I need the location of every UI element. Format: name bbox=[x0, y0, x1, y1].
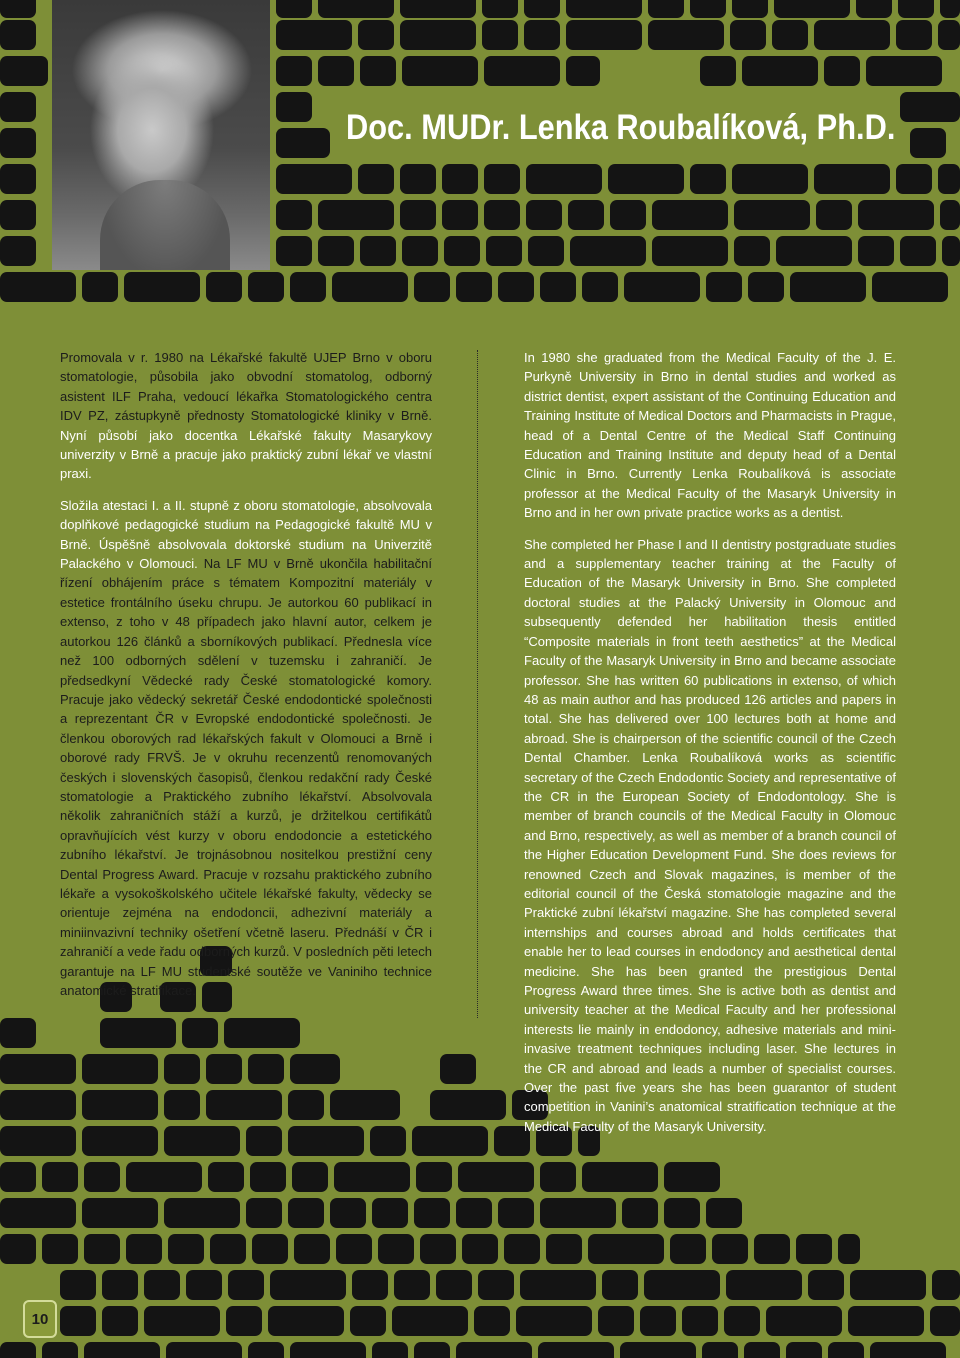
pattern-tile bbox=[652, 200, 728, 230]
pattern-tile bbox=[400, 20, 476, 50]
pattern-tile bbox=[0, 20, 36, 50]
pattern-tile bbox=[664, 1198, 700, 1228]
pattern-tile bbox=[478, 1270, 514, 1300]
pattern-tile bbox=[394, 1270, 430, 1300]
pattern-tile bbox=[84, 1342, 160, 1358]
pattern-tile bbox=[84, 1234, 120, 1264]
pattern-tile bbox=[276, 20, 352, 50]
pattern-tile bbox=[334, 1162, 410, 1192]
pattern-tile bbox=[526, 200, 562, 230]
pattern-tile bbox=[0, 1018, 36, 1048]
pattern-tile bbox=[0, 0, 36, 18]
pattern-tile bbox=[566, 20, 642, 50]
pattern-tile bbox=[566, 0, 642, 18]
pattern-tile bbox=[940, 200, 960, 230]
pattern-tile bbox=[828, 1342, 864, 1358]
pattern-tile bbox=[124, 272, 200, 302]
pattern-tile bbox=[858, 236, 894, 266]
pattern-tile bbox=[898, 0, 934, 18]
pattern-tile bbox=[82, 1126, 158, 1156]
czech-paragraph-2 bbox=[60, 496, 432, 1001]
pattern-tile bbox=[442, 200, 478, 230]
pattern-tile bbox=[276, 128, 330, 158]
pattern-tile bbox=[290, 1054, 340, 1084]
pattern-tile bbox=[652, 236, 728, 266]
pattern-tile bbox=[588, 1234, 664, 1264]
pattern-tile bbox=[0, 1126, 76, 1156]
pattern-tile bbox=[360, 236, 396, 266]
pattern-tile bbox=[622, 1198, 658, 1228]
pattern-tile bbox=[526, 164, 602, 194]
pattern-tile bbox=[318, 236, 354, 266]
pattern-tile bbox=[210, 1234, 246, 1264]
pattern-tile bbox=[748, 272, 784, 302]
pattern-tile bbox=[144, 1270, 180, 1300]
pattern-tile bbox=[42, 1162, 78, 1192]
pattern-tile bbox=[538, 1342, 614, 1358]
pattern-tile bbox=[42, 1234, 78, 1264]
pattern-tile bbox=[332, 272, 408, 302]
pattern-tile bbox=[504, 1234, 540, 1264]
pattern-tile bbox=[0, 1234, 36, 1264]
pattern-tile bbox=[786, 1342, 822, 1358]
pattern-tile bbox=[730, 20, 766, 50]
column-divider bbox=[477, 350, 478, 1018]
pattern-tile bbox=[82, 1054, 158, 1084]
pattern-tile bbox=[516, 1306, 592, 1336]
pattern-tile bbox=[932, 1270, 960, 1300]
pattern-tile bbox=[732, 0, 768, 18]
pattern-tile bbox=[528, 236, 564, 266]
pattern-tile bbox=[624, 272, 700, 302]
pattern-tile bbox=[330, 1090, 400, 1120]
pattern-tile bbox=[82, 272, 118, 302]
pattern-tile bbox=[290, 1342, 366, 1358]
pattern-tile bbox=[164, 1126, 240, 1156]
pattern-tile bbox=[436, 1270, 472, 1300]
pattern-tile bbox=[734, 200, 810, 230]
pattern-tile bbox=[0, 1090, 76, 1120]
pattern-tile bbox=[734, 236, 770, 266]
pattern-tile bbox=[166, 1342, 242, 1358]
czech-paragraph-1 bbox=[60, 348, 432, 484]
pattern-tile bbox=[0, 92, 36, 122]
pattern-tile bbox=[226, 1306, 262, 1336]
pattern-tile bbox=[664, 1162, 720, 1192]
pattern-tile bbox=[82, 1198, 158, 1228]
pattern-tile bbox=[732, 164, 808, 194]
pattern-tile bbox=[582, 272, 618, 302]
pattern-tile bbox=[442, 164, 478, 194]
pattern-tile bbox=[82, 1090, 158, 1120]
pattern-tile bbox=[790, 272, 866, 302]
pattern-tile bbox=[930, 1306, 960, 1336]
pattern-tile bbox=[318, 56, 354, 86]
pattern-tile bbox=[0, 272, 76, 302]
pattern-tile bbox=[290, 272, 326, 302]
pattern-tile bbox=[570, 236, 646, 266]
pattern-tile bbox=[0, 1162, 36, 1192]
pattern-tile bbox=[706, 1198, 742, 1228]
pattern-tile bbox=[370, 1126, 406, 1156]
pattern-tile bbox=[640, 1306, 676, 1336]
pattern-tile bbox=[498, 1198, 534, 1228]
pattern-tile bbox=[602, 1270, 638, 1300]
pattern-tile bbox=[288, 1126, 364, 1156]
pattern-tile bbox=[0, 56, 48, 86]
pattern-tile bbox=[524, 20, 560, 50]
pattern-tile bbox=[246, 1126, 282, 1156]
pattern-tile bbox=[910, 128, 946, 158]
pattern-tile bbox=[392, 1306, 468, 1336]
czech-biography bbox=[60, 348, 432, 1012]
pattern-tile bbox=[412, 1126, 488, 1156]
pattern-tile bbox=[566, 56, 600, 86]
pattern-tile bbox=[164, 1198, 240, 1228]
pattern-tile bbox=[620, 1342, 696, 1358]
pattern-tile bbox=[456, 1198, 492, 1228]
pattern-tile bbox=[900, 92, 960, 122]
pattern-tile bbox=[358, 20, 394, 50]
pattern-tile bbox=[754, 1234, 790, 1264]
pattern-tile bbox=[400, 200, 436, 230]
pattern-tile bbox=[60, 1306, 96, 1336]
pattern-tile bbox=[474, 1306, 510, 1336]
pattern-tile bbox=[0, 1342, 36, 1358]
english-paragraph-1: In 1980 she graduated from the Medical Faculty of the J. E. Purkyně University in Brno in dental studies and worked as district dentist, expert assistant of the Continuing Education and Training Institute of Medical Doctors and Pharmacists in Prague, head of a Dental Centre of the Medical Staff Continuing Education and Training Institute and deputy head of a Dental Clinic in Brno. Currently Lenka Roubalíková is associate professor at the Medical Faculty of the Masaryk University in Brno and in her own private practice works as a dentist. bbox=[524, 350, 896, 521]
pattern-tile bbox=[420, 1234, 456, 1264]
english-paragraph-2: She completed her Phase I and II dentistry postgraduate studies and a supplementary teacher training at the Faculty of Education of the Masaryk University in Brno. She completed doctoral studies at the Palacký University in Olomouc and subsequently defended her habilitation thesis entitled “Composite materials in front teeth aesthetics” at the Medical Faculty of the Masaryk University in Brno and became associate professor. She has written 60 publications in extenso, of which 48 as main author and has produced 126 articles and papers in total. She has delivered over 100 lectures both at home and abroad. She is chairperson of the scientific council of the Czech Dental Chamber. Lenka Roubalíková works as scientific secretary of the Czech Endodontic Society and representative of the CR in the European Society of Endodontology. She is member of branch councils of the Medical Faculty in Olomouc and Brno, respectively, as well as member of a branch council of the Higher Education Development Fund. She does reviews for renowned Czech and Slovak magazines, is member of the editorial council of the Česká stomatologie magazine and the Praktické zubní lékařství magazine. She has completed several internships and courses abroad and holds certificates that enable her to lead courses in endodoncy and aesthetical dental medicine. She has been granted the prestigious Dental Progress Award three times. She is active both as dentist and university teacher at the Medical Faculty and her professional interests lie mainly in endodoncy, adhesive materials and mini-invasive treatment techniques including laser. She lectures in the CR and abroad and leads a number of specialist courses. Over the past five years she has been guarantor of student competition in Vanini’s anatomical stratification technique at the Medical Faculty of the Masaryk University. bbox=[524, 536, 896, 1134]
pattern-tile bbox=[870, 1342, 946, 1358]
pattern-tile bbox=[330, 1198, 366, 1228]
pattern-tile bbox=[900, 236, 936, 266]
pattern-tile bbox=[608, 164, 684, 194]
pattern-tile bbox=[766, 1306, 842, 1336]
pattern-tile bbox=[482, 20, 518, 50]
pattern-tile bbox=[102, 1270, 138, 1300]
pattern-tile bbox=[288, 1090, 324, 1120]
pattern-tile bbox=[42, 1342, 78, 1358]
pattern-tile bbox=[0, 128, 36, 158]
pattern-tile bbox=[938, 164, 960, 194]
pattern-tile bbox=[206, 1054, 242, 1084]
pattern-tile bbox=[848, 1306, 924, 1336]
pattern-tile bbox=[824, 56, 860, 86]
pattern-tile bbox=[276, 0, 312, 18]
pattern-tile bbox=[814, 164, 890, 194]
pattern-tile bbox=[458, 1162, 534, 1192]
pattern-tile bbox=[372, 1342, 408, 1358]
pattern-tile bbox=[776, 236, 852, 266]
page-number: 10 bbox=[23, 1300, 57, 1338]
pattern-tile bbox=[484, 200, 520, 230]
pattern-tile bbox=[252, 1234, 288, 1264]
pattern-tile bbox=[484, 164, 520, 194]
pattern-tile bbox=[808, 1270, 844, 1300]
pattern-tile bbox=[144, 1306, 220, 1336]
pattern-tile bbox=[276, 200, 312, 230]
pattern-tile bbox=[414, 272, 450, 302]
pattern-tile bbox=[440, 1054, 476, 1084]
pattern-tile bbox=[816, 200, 852, 230]
pattern-tile bbox=[456, 1342, 532, 1358]
pattern-tile bbox=[318, 200, 394, 230]
pattern-tile bbox=[0, 200, 36, 230]
pattern-tile bbox=[498, 272, 534, 302]
pattern-tile bbox=[540, 1198, 616, 1228]
pattern-tile bbox=[540, 1162, 576, 1192]
pattern-tile bbox=[456, 272, 492, 302]
pattern-tile bbox=[318, 0, 394, 18]
pattern-tile bbox=[598, 1306, 634, 1336]
pattern-tile bbox=[414, 1342, 450, 1358]
portrait-photo bbox=[52, 0, 270, 270]
pattern-tile bbox=[524, 0, 560, 18]
pattern-tile bbox=[292, 1162, 328, 1192]
pattern-tile bbox=[288, 1198, 324, 1228]
pattern-tile bbox=[0, 1054, 76, 1084]
pattern-tile bbox=[100, 1018, 176, 1048]
pattern-tile bbox=[702, 1342, 738, 1358]
pattern-tile bbox=[336, 1234, 372, 1264]
czech-text-highlight: Složila atestaci I. a II. stupně z oboru stomatologie, absolvovala doplňkové pedagogické studium na Pedagogické fakultě MU v Brně. Úspěšně absolvovala doktorské studium na Univerzitě Palackého v Olomouci. bbox=[60, 497, 432, 572]
pattern-tile bbox=[582, 1162, 658, 1192]
pattern-tile bbox=[378, 1234, 414, 1264]
pattern-tile bbox=[228, 1270, 264, 1300]
pattern-tile bbox=[276, 164, 352, 194]
pattern-tile bbox=[772, 20, 808, 50]
pattern-tile bbox=[706, 272, 742, 302]
pattern-tile bbox=[182, 1018, 218, 1048]
pattern-tile bbox=[462, 1234, 498, 1264]
pattern-tile bbox=[352, 1270, 388, 1300]
pattern-tile bbox=[942, 236, 960, 266]
pattern-tile bbox=[682, 1306, 718, 1336]
pattern-tile bbox=[520, 1270, 596, 1300]
pattern-tile bbox=[372, 1198, 408, 1228]
pattern-tile bbox=[670, 1234, 706, 1264]
pattern-tile bbox=[246, 1198, 282, 1228]
pattern-tile bbox=[126, 1234, 162, 1264]
pattern-tile bbox=[896, 164, 932, 194]
pattern-tile bbox=[796, 1234, 832, 1264]
pattern-tile bbox=[164, 1090, 200, 1120]
pattern-tile bbox=[0, 236, 36, 266]
czech-text-highlight: Nyní působí jako docentka Lékařské fakulty Masarykovy univerzity v Brně a pracuje jako praktický zubní lékař ve vlastní praxi. bbox=[60, 427, 432, 482]
pattern-tile bbox=[700, 56, 736, 86]
pattern-tile bbox=[872, 272, 948, 302]
pattern-tile bbox=[208, 1162, 244, 1192]
pattern-tile bbox=[126, 1162, 202, 1192]
pattern-tile bbox=[648, 0, 684, 18]
pattern-tile bbox=[268, 1306, 344, 1336]
page-title: Doc. MUDr. Lenka Roubalíková, Ph.D. bbox=[346, 108, 896, 147]
pattern-tile bbox=[486, 236, 522, 266]
pattern-tile bbox=[858, 200, 934, 230]
pattern-tile bbox=[414, 1198, 450, 1228]
pattern-tile bbox=[940, 0, 960, 18]
pattern-tile bbox=[814, 20, 890, 50]
pattern-tile bbox=[482, 0, 518, 18]
pattern-tile bbox=[248, 272, 284, 302]
pattern-tile bbox=[690, 0, 726, 18]
pattern-tile bbox=[568, 200, 604, 230]
english-biography bbox=[524, 348, 896, 1148]
pattern-tile bbox=[484, 56, 560, 86]
pattern-tile bbox=[546, 1234, 582, 1264]
pattern-tile bbox=[276, 92, 312, 122]
pattern-tile bbox=[850, 1270, 926, 1300]
pattern-tile bbox=[276, 236, 312, 266]
pattern-tile bbox=[648, 20, 724, 50]
pattern-tile bbox=[102, 1306, 138, 1336]
pattern-tile bbox=[866, 56, 942, 86]
czech-text: Promovala v r. 1980 na Lékařské fakultě UJEP Brno v oboru stomatologie, působila jako obvodní stomatolog, odborný asistent ILF Praha, vedoucí lékařka Stomatologického centra IDV PZ, zástupkyně přednosty Stomatologické kliniky v Brně. bbox=[60, 350, 432, 424]
pattern-tile bbox=[416, 1162, 452, 1192]
pattern-tile bbox=[206, 272, 242, 302]
pattern-tile bbox=[690, 164, 726, 194]
pattern-tile bbox=[712, 1234, 748, 1264]
pattern-tile bbox=[724, 1306, 760, 1336]
pattern-tile bbox=[224, 1018, 300, 1048]
pattern-tile bbox=[726, 1270, 802, 1300]
pattern-tile bbox=[742, 56, 818, 86]
pattern-tile bbox=[276, 56, 312, 86]
pattern-tile bbox=[400, 0, 476, 18]
pattern-tile bbox=[248, 1342, 284, 1358]
pattern-tile bbox=[610, 200, 646, 230]
pattern-tile bbox=[400, 164, 436, 194]
pattern-tile bbox=[248, 1054, 284, 1084]
pattern-tile bbox=[206, 1090, 282, 1120]
pattern-tile bbox=[744, 1342, 780, 1358]
pattern-tile bbox=[838, 1234, 860, 1264]
pattern-tile bbox=[168, 1234, 204, 1264]
pattern-tile bbox=[540, 272, 576, 302]
pattern-tile bbox=[360, 56, 396, 86]
pattern-tile bbox=[60, 1270, 96, 1300]
pattern-tile bbox=[444, 236, 480, 266]
pattern-tile bbox=[0, 1198, 76, 1228]
pattern-tile bbox=[856, 0, 892, 18]
pattern-tile bbox=[402, 56, 478, 86]
pattern-tile bbox=[270, 1270, 346, 1300]
pattern-tile bbox=[896, 20, 932, 50]
pattern-tile bbox=[938, 20, 960, 50]
pattern-tile bbox=[358, 164, 394, 194]
pattern-tile bbox=[774, 0, 850, 18]
pattern-tile bbox=[402, 236, 438, 266]
pattern-tile bbox=[250, 1162, 286, 1192]
pattern-tile bbox=[294, 1234, 330, 1264]
pattern-tile bbox=[644, 1270, 720, 1300]
pattern-tile bbox=[350, 1306, 386, 1336]
pattern-tile bbox=[164, 1054, 200, 1084]
pattern-tile bbox=[186, 1270, 222, 1300]
pattern-tile bbox=[0, 164, 36, 194]
czech-text: Na LF MU v Brně ukončila habilitační řízení obhájením práce s tématem Kompozitní materiály v estetice frontálního úseku chrupu. Je autorkou 60 publikací in extenso, z toho v 48 případech jako hlavní autor, celkem je autorkou 126 článků a sborníkových publikací. Přednesla více než 100 odborných sdělení v tuzemsku i zahraničí. Je předsedkyní Vědecké rady České stomatologické komory. Pracuje jako vědecký sekretář České endodontické společnosti a reprezentant ČR v Evropské endodontické společnosti. Je členkou oborových rad lékařských fakult v Olomouci a Brně i oborové rady FRVŠ. Je v okruhu recenzentů renomovaných českých i slovenských časopisů, členkou redakční rady České stomatologie a Praktického zubního lékařství. Absolvovala několik zahraničních stáží a kurzů, je držitelkou certifikátů opravňujících vést kurzy v oboru endodoncie a estetického zubního lékařství. Je trojnásobnou nositelkou prestižní ceny Dental Progress Award. Pracuje v rozsahu praktického zubního lékaře a vysokoškolského učitele lékařské fakulty, vědecky se orientuje zejména na endodoncii, adhezivní materiály a miniinvazivní techniky ošetření včetně laseru. Přednáší v ČR i zahraničí a vede řadu odborných kurzů. V posledních pěti letech garantuje na LF MU studentské soutěže ve Vaniniho technice anatomické stratifikace. bbox=[60, 556, 433, 998]
pattern-tile bbox=[430, 1090, 506, 1120]
pattern-tile bbox=[84, 1162, 120, 1192]
